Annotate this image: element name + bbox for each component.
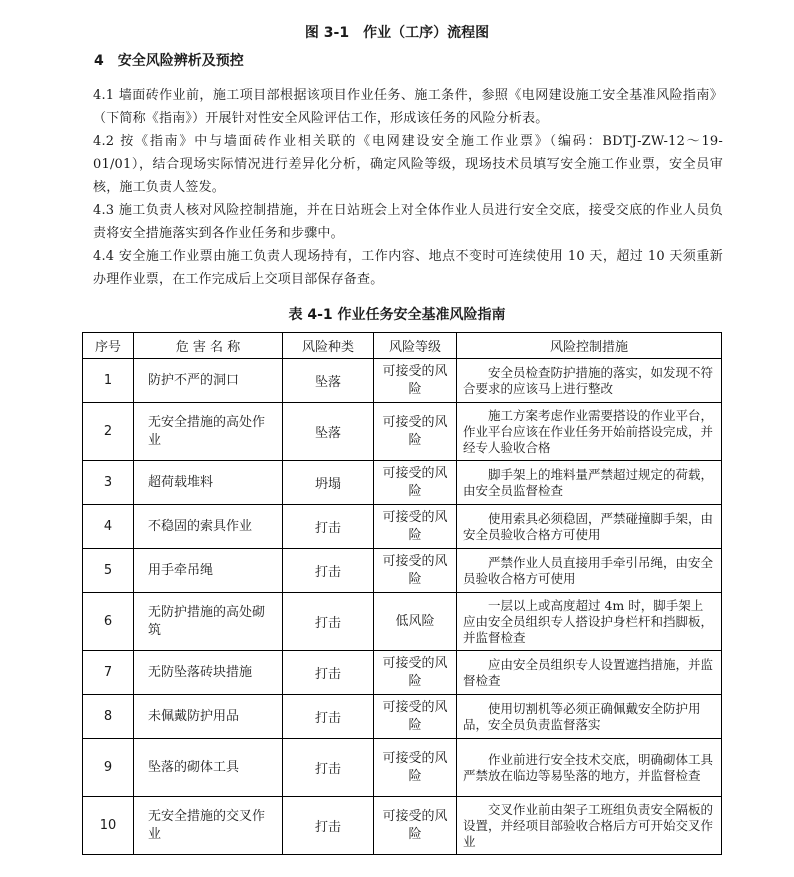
cell-no: 1 <box>83 359 134 403</box>
cell-category: 打击 <box>283 739 374 797</box>
cell-hazard: 用手牵吊绳 <box>134 549 283 593</box>
cell-hazard: 无防护措施的高处砌筑 <box>134 593 283 651</box>
cell-control: 施工方案考虑作业需要搭设的作业平台，作业平台应该在作业任务开始前搭设完成，并经专人验收合格 <box>457 403 722 461</box>
section-number: 4 <box>94 53 104 69</box>
risk-table <box>82 332 722 855</box>
table-row <box>83 739 722 797</box>
paragraph-4-2: 4.2 按《指南》中与墙面砖作业相关联的《电网建设安全施工作业票》（编码：BDTJ-ZW-12～19-01/01），结合现场实际情况进行差异化分析，确定风险等级，现场技术员填写安全施工作业票，安全员审核，施工负责人签发。 <box>93 134 723 195</box>
header-hazard: 危 害 名 称 <box>134 333 283 359</box>
cell-no: 10 <box>83 797 134 855</box>
paragraph-4-1: 4.1 墙面砖作业前，施工项目部根据该项目作业任务、施工条件，参照《电网建设施工安全基准风险指南》（下简称《指南》）开展针对性安全风险评估工作，形成该任务的风险分析表。 <box>93 88 723 126</box>
table-row <box>83 461 722 505</box>
section-heading <box>94 50 244 70</box>
cell-level: 低风险 <box>374 593 457 651</box>
cell-hazard: 未佩戴防护用品 <box>134 695 283 739</box>
table-row <box>83 505 722 549</box>
cell-control: 一层以上或高度超过 4m 时，脚手架上应由安全员组织专人搭设护身栏杆和挡脚板，并监督检查 <box>457 593 722 651</box>
cell-level: 可接受的风险 <box>374 695 457 739</box>
cell-hazard: 超荷载堆料 <box>134 461 283 505</box>
figure-caption: 图 3-1 作业（工序）流程图 <box>304 25 490 41</box>
cell-hazard: 坠落的砌体工具 <box>134 739 283 797</box>
header-category: 风险种类 <box>283 333 374 359</box>
table-caption: 表 4-1 作业任务安全基准风险指南 <box>288 307 506 323</box>
cell-category: 打击 <box>283 505 374 549</box>
cell-control: 使用切割机等必须正确佩戴安全防护用品，安全员负责监督落实 <box>457 695 722 739</box>
header-level: 风险等级 <box>374 333 457 359</box>
cell-level: 可接受的风险 <box>374 461 457 505</box>
table-row <box>83 593 722 651</box>
cell-control: 应由安全员组织专人设置遮挡措施，并监督检查 <box>457 651 722 695</box>
cell-level: 可接受的风险 <box>374 549 457 593</box>
cell-level: 可接受的风险 <box>374 359 457 403</box>
cell-no: 9 <box>83 739 134 797</box>
table-row <box>83 797 722 855</box>
cell-control: 安全员检查防护措施的落实，如发现不符合要求的应该马上进行整改 <box>457 359 722 403</box>
cell-hazard: 无安全措施的交叉作业 <box>134 797 283 855</box>
cell-level: 可接受的风险 <box>374 403 457 461</box>
cell-no: 3 <box>83 461 134 505</box>
cell-no: 4 <box>83 505 134 549</box>
table-header-row <box>83 333 722 359</box>
cell-category: 打击 <box>283 549 374 593</box>
cell-category: 打击 <box>283 651 374 695</box>
cell-category: 坠落 <box>283 403 374 461</box>
paragraph-4-4: 4.4 安全施工作业票由施工负责人现场持有，工作内容、地点不变时可连续使用 10 天，超过 10 天须重新办理作业票，在工作完成后上交项目部保存备查。 <box>93 249 723 287</box>
cell-category: 坠落 <box>283 359 374 403</box>
cell-no: 6 <box>83 593 134 651</box>
section-title: 安全风险辨析及预控 <box>117 53 244 69</box>
table-row <box>83 549 722 593</box>
cell-control: 使用索具必须稳固，严禁碰撞脚手架，由安全员验收合格方可使用 <box>457 505 722 549</box>
cell-hazard: 无防坠落砖块措施 <box>134 651 283 695</box>
cell-hazard: 不稳固的索具作业 <box>134 505 283 549</box>
cell-level: 可接受的风险 <box>374 651 457 695</box>
header-no: 序号 <box>83 333 134 359</box>
table-row <box>83 359 722 403</box>
cell-control: 严禁作业人员直接用手牵引吊绳，由安全员验收合格方可使用 <box>457 549 722 593</box>
cell-no: 5 <box>83 549 134 593</box>
paragraph-4-3: 4.3 施工负责人核对风险控制措施，并在日站班会上对全体作业人员进行安全交底，接受交底的作业人员负责将安全措施落实到各作业任务和步骤中。 <box>93 203 723 241</box>
cell-category: 打击 <box>283 695 374 739</box>
cell-hazard: 无安全措施的高处作业 <box>134 403 283 461</box>
cell-no: 7 <box>83 651 134 695</box>
cell-category: 打击 <box>283 593 374 651</box>
cell-no: 2 <box>83 403 134 461</box>
table-row <box>83 403 722 461</box>
cell-level: 可接受的风险 <box>374 505 457 549</box>
cell-category: 坍塌 <box>283 461 374 505</box>
body-paragraphs <box>93 84 723 291</box>
cell-category: 打击 <box>283 797 374 855</box>
cell-level: 可接受的风险 <box>374 797 457 855</box>
cell-hazard: 防护不严的洞口 <box>134 359 283 403</box>
cell-control: 脚手架上的堆料量严禁超过规定的荷载，由安全员监督检查 <box>457 461 722 505</box>
cell-no: 8 <box>83 695 134 739</box>
header-control: 风险控制措施 <box>457 333 722 359</box>
cell-control: 交叉作业前由架子工班组负责安全隔板的设置，并经项目部验收合格后方可开始交叉作业 <box>457 797 722 855</box>
table-row <box>83 695 722 739</box>
table-row <box>83 651 722 695</box>
cell-control: 作业前进行安全技术交底，明确砌体工具严禁放在临边等易坠落的地方，并监督检查 <box>457 739 722 797</box>
cell-level: 可接受的风险 <box>374 739 457 797</box>
